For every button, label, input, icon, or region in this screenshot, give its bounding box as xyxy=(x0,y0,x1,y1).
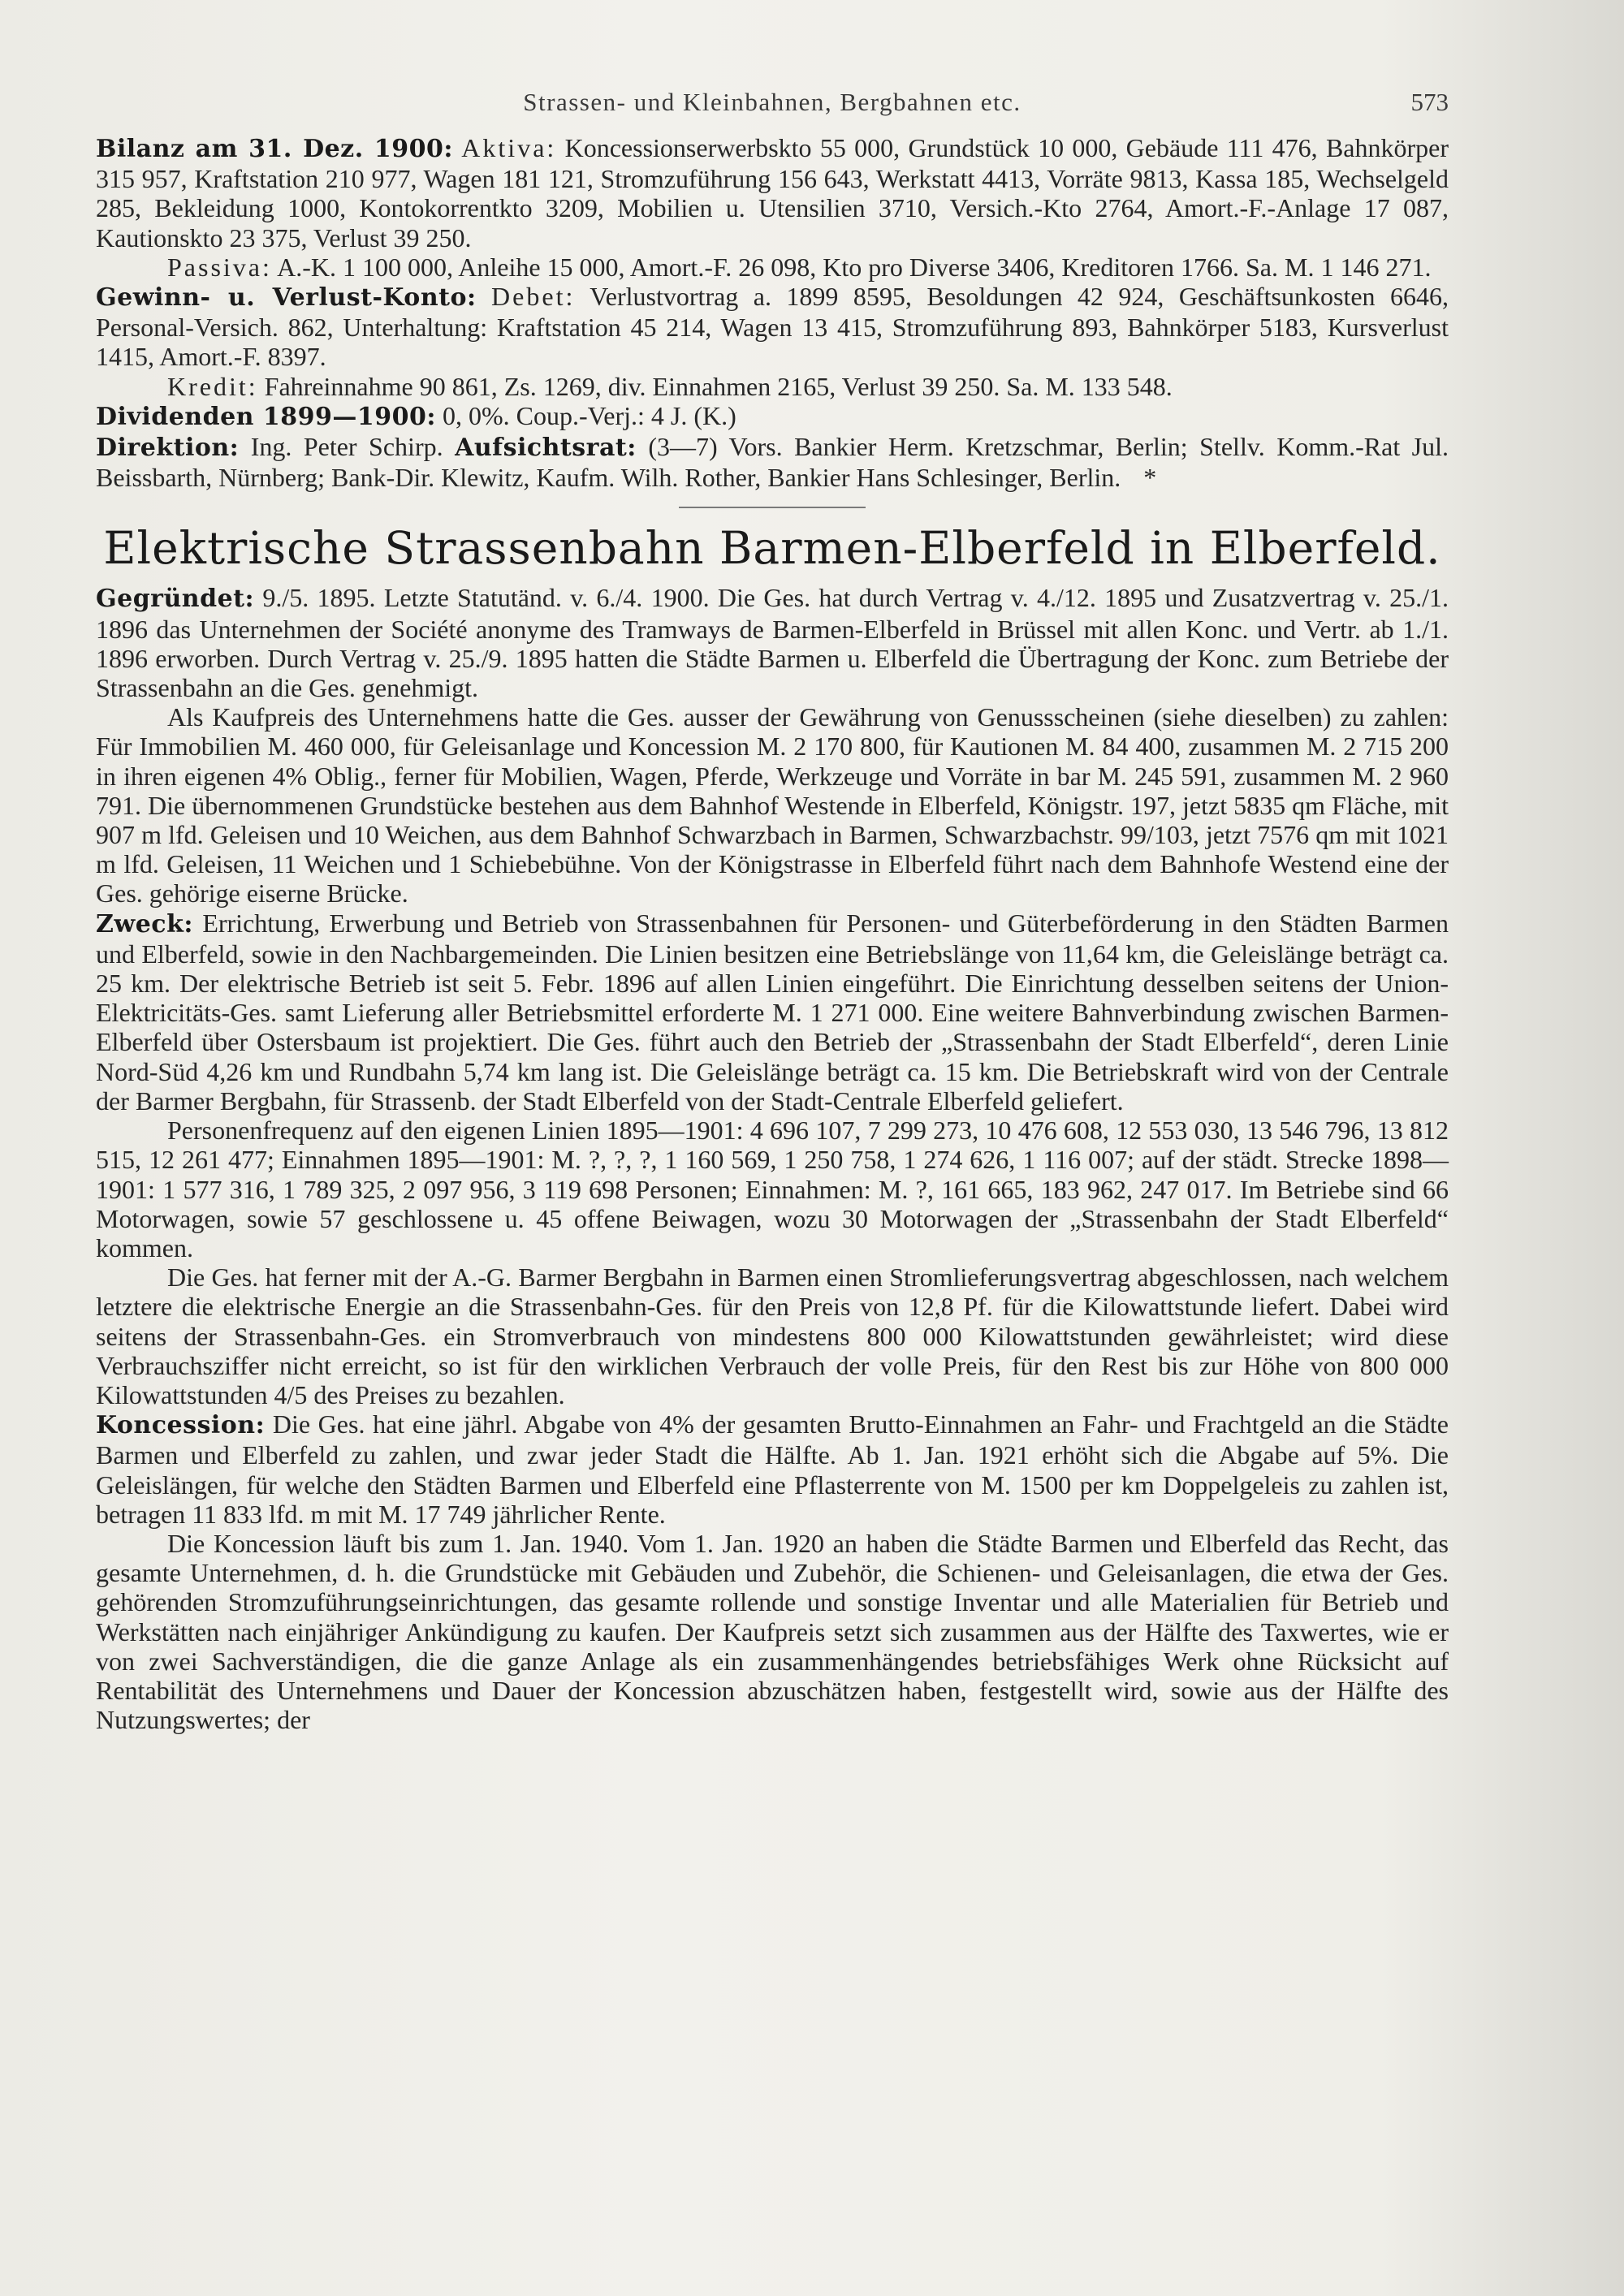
running-header xyxy=(96,88,1449,133)
bilanz-label: Bilanz am 31. Dez. 1900: xyxy=(96,135,453,163)
article-title: Elektrische Strassenbahn Barmen-Elberfeld in Elberfeld. xyxy=(103,522,1441,575)
direktion-label: Direktion: xyxy=(96,434,240,463)
direktion-entry xyxy=(96,432,1449,492)
gegruendet-label: Gegründet: xyxy=(96,585,255,614)
aufsichtsrat-text: (3—7) Vors. Bankier Herm. Kretzschmar, Berlin; Stellv. Komm.-Rat Jul. Beissbarth, Nürnberg; Bank-Dir. Klewitz, Kaufm. Wilh. Rother, Bankier Hans Schlesinger, Berlin. xyxy=(96,432,1449,493)
koncession-label: Koncession: xyxy=(96,1411,266,1440)
zweck-label: Zweck: xyxy=(96,909,193,939)
gewinn-entry xyxy=(96,282,1449,372)
strom-paragraph: Die Ges. hat ferner mit der A.-G. Barmer Bergbahn in Barmen einen Stromlieferungsvertrag abgeschlossen, nach welchem letztere die elektrische Energie an die Strassenbahn-Ges. für den Preis von 12,8 Pf. für die Kilowattstunde liefert. Dabei wird seitens der Strassenbahn-Ges. ein Stromverbrauch von mindestens 800 000 Kilowattstunden gewährleistet; wird diese Verbrauchsziffer nicht erreicht, so ist für den wirklichen Verbrauch der volle Preis, für den Rest bis zur Höhe von 800 000 Kilowattstunden 4/5 des Preises zu bezahlen. xyxy=(96,1262,1449,1409)
zweck-entry xyxy=(96,908,1449,1116)
text-column xyxy=(96,88,1449,1734)
kaufpreis-paragraph: Als Kaufpreis des Unternehmens hatte die Ges. ausser der Gewährung von Genussscheinen (siehe dieselben) zu zahlen: Für Immobilien M. 460 000, für Geleisanlage und Koncession M. 2 170 800, für Kautionen M. 84 400, zusammen M. 2 715 200 in ihren eigenen 4% Oblig., ferner für Mobilien, Wagen, Pferde, Werkzeuge und Vorräte in bar M. 245 591, zusammen M. 2 960 791. Die übernommenen Grundstücke bestehen aus dem Bahnhof Westende in Elberfeld, Königstr. 197, jetzt 5835 qm Fläche, mit 907 m lfd. Geleisen und 10 Weichen, aus dem Bahnhof Schwarzbach in Barmen, Schwarzbachstr. 99/103, jetzt 7576 qm mit 1021 m lfd. Geleisen, 11 Weichen und 1 Schiebebühne. Von der Königstrasse in Elberfeld führt nach dem Bahnhofe Westend eine der Ges. gehörige eiserne Brücke. xyxy=(96,702,1449,908)
gewinn-kredit-text: Fahreinnahme 90 861, Zs. 1269, div. Einnahmen 2165, Verlust 39 250. Sa. M. 133 548. xyxy=(264,371,1173,401)
koncession-text: Die Ges. hat eine jährl. Abgabe von 4% der gesamten Brutto-Einnahmen an Fahr- und Frachtgeld an die Städte Barmen und Elberfeld zu zahlen, und zwar jeder Stadt die Hälfte. Ab 1. Jan. 1921 erhöht sich die Abgabe auf 5%. Die Geleislängen, für welche den Städten Barmen und Elberfeld eine Pflasterrente von M. 1500 per km Doppelgeleis zu zahlen ist, betragen 11 833 lfd. m mit M. 17 749 jährlicher Rente. xyxy=(96,1409,1449,1529)
section-divider xyxy=(679,507,866,508)
dividenden-text: 0, 0%. Coup.-Verj.: 4 J. (K.) xyxy=(443,400,736,430)
bilanz-entry xyxy=(96,133,1449,252)
gegruendet-text: 9./5. 1895. Letzte Statutänd. v. 6./4. 1900. Die Ges. hat durch Vertrag v. 4./12. 1895 und Zusatzvertrag v. 25./1. 1896 das Unternehmen der Société anonyme des Tramways de Barmen-Elberfeld in Brüssel mit allen Konc. und Vertr. ab 1./1. 1896 erworben. Durch Vertrag v. 25./9. 1895 hatten die Städte Barmen u. Elberfeld die Übertragung der Konc. zum Betriebe der Strassenbahn an die Ges. genehmigt. xyxy=(96,583,1449,703)
gewinn-debet-label: Debet: xyxy=(491,282,576,312)
dividenden-label: Dividenden 1899—1900: xyxy=(96,402,437,431)
bilanz-aktiva-label: Aktiva: xyxy=(461,133,557,162)
bilanz-passiva xyxy=(96,252,1449,282)
zweck-text: Errichtung, Erwerbung und Betrieb von Strassenbahnen für Personen- und Güterbeförderung in den Städten Barmen und Elberfeld, sowie in den Nachbargemeinden. Die Linien besitzen eine Betriebslänge von 11,64 km, die Geleislänge beträgt ca. 25 km. Der elektrische Betrieb ist seit 5. Febr. 1896 auf allen Linien eingeführt. Die Einrichtung desselben seitens der Union-Elektricitäts-Ges. samt Lieferung aller Betriebsmittel erforderte M. 1 271 000. Eine weitere Bahnverbindung zwischen Barmen-Elberfeld über Ostersbaum ist projektiert. Die Ges. führt auch den Betrieb der „Strassenbahn der Stadt Elberfeld“, deren Linie Nord-Süd 4,26 km und Rundbahn 5,74 km lang ist. Die Geleislänge beträgt ca. 15 km. Die Betriebskraft wird von der Centrale der Barmer Bergbahn, für Strassenb. der Stadt Elberfeld von der Stadt-Centrale Elberfeld geliefert. xyxy=(96,908,1449,1116)
koncession-entry xyxy=(96,1409,1449,1529)
gegruendet-entry xyxy=(96,583,1449,702)
page-number: 573 xyxy=(1410,88,1449,116)
running-title: Strassen- und Kleinbahnen, Bergbahnen etc. xyxy=(523,88,1021,116)
bilanz-passiva-text: A.-K. 1 100 000, Anleihe 15 000, Amort.-F. 26 098, Kto pro Diverse 3406, Kreditoren 1766. Sa. M. 1 146 271. xyxy=(277,252,1432,282)
bilanz-aktiva-text: Koncessionserwerbskto 55 000, Grundstück 10 000, Gebäude 111 476, Bahnkörper 315 957, Kraftstation 210 977, Wagen 181 121, Stromzuführung 156 643, Werkstatt 4413, Vorräte 9813, Kassa 185, Wechselgeld 285, Bekleidung 1000, Kontokorrentkto 3209, Mobilien u. Utensilien 3710, Versich.-Kto 2764, Amort.-F.-Anlage 17 087, Kautionskto 23 375, Verlust 39 250. xyxy=(96,133,1449,252)
gewinn-label: Gewinn- u. Verlust-Konto: xyxy=(96,283,477,313)
gewinn-kredit-label: Kredit: xyxy=(167,371,258,401)
bilanz-passiva-label: Passiva: xyxy=(167,252,272,282)
gewinn-kredit xyxy=(96,372,1449,401)
direktion-text: Ing. Peter Schirp. xyxy=(250,432,443,462)
aufsichtsrat-label: Aufsichtsrat: xyxy=(455,434,637,463)
end-mark: * xyxy=(1143,463,1157,493)
dividenden-entry xyxy=(96,401,1449,432)
frequenz-paragraph: Personenfrequenz auf den eigenen Linien 1895—1901: 4 696 107, 7 299 273, 10 476 608, 12 553 030, 13 546 796, 13 812 515, 12 261 477; Einnahmen 1895—1901: M. ?, ?, ?, 1 160 569, 1 250 758, 1 274 626, 1 116 007; auf der städt. Strecke 1898—1901: 1 577 316, 1 789 325, 2 097 956, 3 119 698 Personen; Einnahmen: M. ?, 161 665, 183 962, 247 017. Im Betriebe sind 66 Motorwagen, sowie 57 geschlossene u. 45 offene Beiwagen, wozu 30 Motorwagen der „Strassenbahn der Stadt Elberfeld“ kommen. xyxy=(96,1116,1449,1262)
gewinn-debet-text: Verlustvortrag a. 1899 8595, Besoldungen 42 924, Geschäftsunkosten 6646, Personal-Versich. 862, Unterhaltung: Kraftstation 45 214, Wagen 13 415, Stromzuführung 893, Bahnkörper 5183, Kursverlust 1415, Amort.-F. 8397. xyxy=(96,282,1449,372)
konc-lauf-paragraph: Die Koncession läuft bis zum 1. Jan. 1940. Vom 1. Jan. 1920 an haben die Städte Barmen und Elberfeld das Recht, das gesamte Unternehmen, d. h. die Grundstücke mit Gebäuden und Zubehör, die Schienen- und Geleisanlagen, die etwa der Ges. gehörenden Stromzuführungseinrichtungen, das gesamte rollende und sonstige Inventar und alle Materialien für Betrieb und Werkstätten nach einjähriger Ankündigung zu kaufen. Der Kaufpreis setzt sich zusammen aus der Hälfte des Taxwertes, wie er von zwei Sachverständigen, die die ganze Anlage als ein zusammenhängendes betriebsfähiges Werk ohne Rücksicht auf Rentabilität des Unternehmens und Dauer der Koncession abzuschätzen haben, festgestellt wird, sowie aus der Hälfte des Nutzungswertes; der xyxy=(96,1528,1449,1735)
